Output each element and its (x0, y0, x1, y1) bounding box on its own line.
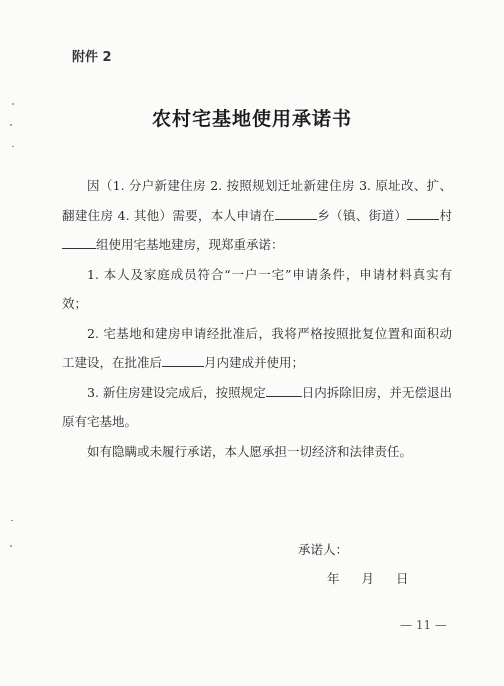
document-body (62, 171, 452, 466)
item-2 (62, 319, 452, 378)
intro-paragraph (62, 171, 452, 260)
item-2-text-2: 月内建成并使用； (204, 355, 305, 370)
scan-speck (12, 146, 14, 147)
village-blank (407, 205, 439, 220)
day-blank (266, 382, 302, 397)
item-3-text-1: 3. 新住房建设完成后，按照规定 (87, 384, 266, 400)
scan-speck (10, 545, 12, 547)
item-2-text-1: 2. 宅基地和建房申请经批准后，我将严格按照批复位置和面积动工建设，在批准后 (62, 325, 452, 370)
page-number: — 11 — (400, 618, 447, 632)
signature-date (327, 569, 409, 587)
item-1: 1. 本人及家庭成员符合“一户一宅”申请条件，申请材料真实有效； (62, 266, 452, 311)
intro-text-4: 组使用宅基地建房，现郑重承诺： (96, 237, 284, 252)
intro-text-1: 因（1. 分户新建住房 2. 按照规划迁址新建住房 3. 原址改、扩、翻建住房 4. 其他）需要，本人申请在 (62, 178, 452, 223)
item-3 (62, 378, 452, 437)
day-label: 日 (396, 571, 409, 586)
scan-speck (11, 520, 13, 521)
attachment-label: 附件 2 (72, 50, 112, 65)
scan-speck (12, 103, 14, 105)
intro-text-2: 乡（镇、街道） (317, 207, 408, 223)
closing-statement: 如有隐瞒或未履行承诺，本人愿承担一切经济和法律责任。 (87, 443, 413, 459)
promisor-label: 承诺人： (298, 542, 349, 557)
intro-text-3: 村 (439, 207, 452, 223)
document-title: 农村宅基地使用承诺书 (151, 108, 352, 130)
township-blank (275, 205, 317, 220)
month-label: 月 (361, 571, 375, 586)
month-blank (162, 352, 204, 367)
item-3-text-2: 日内拆除旧房，并无偿退出原有宅基地。 (62, 384, 452, 429)
scan-speck (10, 124, 12, 126)
year-label: 年 (327, 571, 340, 586)
group-blank (62, 234, 96, 249)
